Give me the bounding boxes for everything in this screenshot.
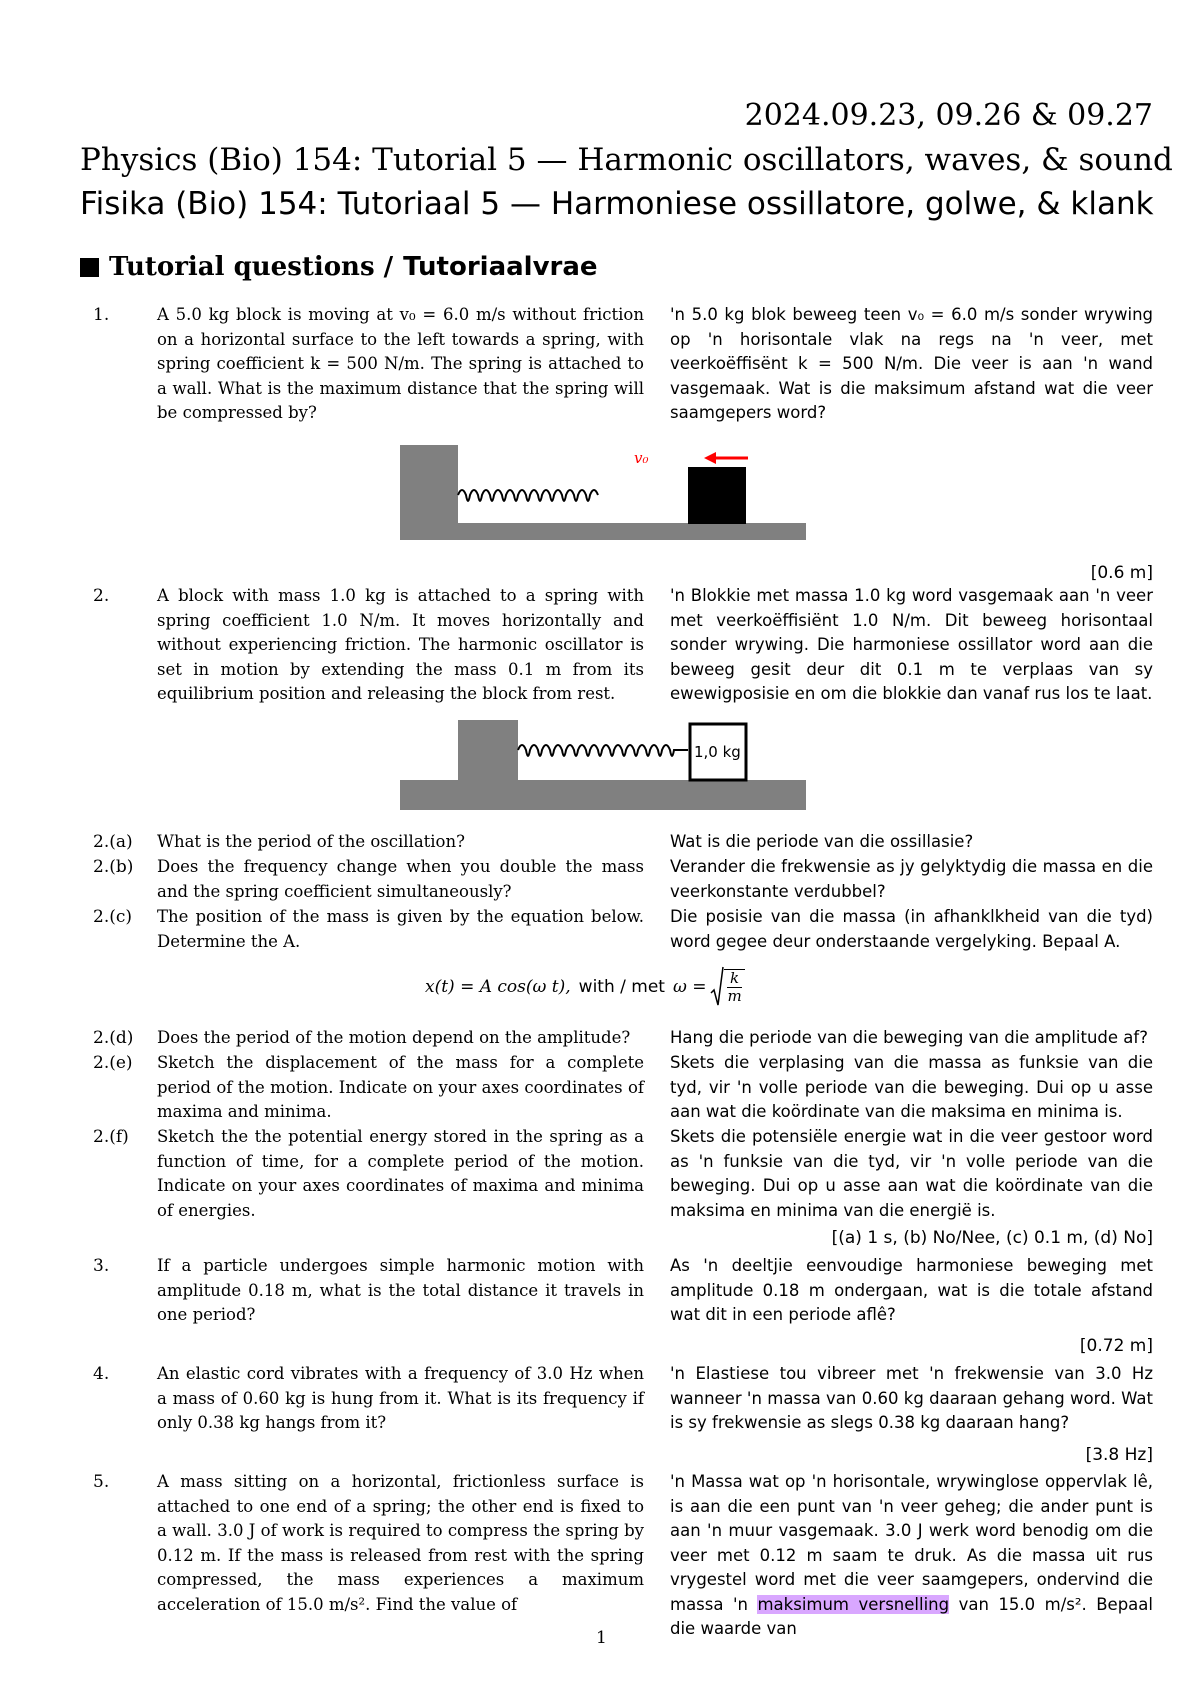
block [688, 467, 746, 524]
question-3-afrikaans: As 'n deeltjie eenvoudige harmoniese beweging met amplitude 0.18 m ondergaan, wat is die totale afstand wat dit in een periode aflê? [670, 1256, 1153, 1324]
part-d-english: Does the period of the motion depend on the amplitude? [157, 1028, 631, 1047]
answer-q1: [0.6 m] [1090, 563, 1153, 583]
question-5-english: A mass sitting on a horizontal, frictionless surface is attached to one end of a spring; the other end is fixed to a wall. 3.0 J of work is required to compress the spring by 0.12 m. If the mass is released from rest with the spring compressed, the mass experiences a maximum acceleration of 15.0 m/s². Find the value of [157, 1472, 644, 1614]
question-1-afrikaans: 'n 5.0 kg blok beweeg teen v₀ = 6.0 m/s sonder wrywing op 'n horisontale vlak na regs na 'n veer, met veerkoëffisënt k = 500 N/m. Die veer is aan 'n wand vasgemaak. Wat is die maksimum afstand wat die veer saamgepers word? [670, 305, 1153, 422]
part-number: 2.(c) [93, 907, 133, 927]
spring [518, 745, 688, 756]
part-number: 2.(d) [93, 1028, 134, 1048]
square-root [710, 965, 744, 1009]
section-square-icon [80, 258, 99, 277]
document-date: 2024.09.23, 09.26 & 09.27 [744, 98, 1153, 133]
ground [400, 780, 806, 810]
v0-label: v₀ [634, 449, 649, 467]
spring-block-diagram-2 [400, 720, 810, 812]
part-a-afrikaans: Wat is die periode van die ossillasie? [670, 832, 974, 851]
arrow-head-icon [704, 452, 716, 464]
part-d-afrikaans: Hang die periode van die beweging van die amplitude af? [670, 1028, 1148, 1047]
question-2-afrikaans: 'n Blokkie met massa 1.0 kg word vasgemaak aan 'n veer met veerkoëffisiënt 1.0 N/m. Dit beweeg horisontaal sonder wrywing. Die harmoniese ossillator word aan die beweeg gesit deur dit 0.1 m te verplaas van sy ewewigposisie en om die blokkie dan vanaf rus los te laat. [670, 586, 1153, 703]
section-heading [80, 252, 598, 282]
question-number: 1. [93, 305, 110, 325]
page-number: 1 [596, 1628, 607, 1648]
title-afrikaans: Fisika (Bio) 154: Tutoriaal 5 — Harmoniese ossillatore, golwe, & klank [80, 186, 1154, 222]
numerator-k: k [730, 969, 740, 987]
part-a-english: What is the period of the oscillation? [157, 832, 465, 851]
answer-q3: [0.72 m] [1079, 1336, 1153, 1356]
answer-q2: [(a) 1 s, (b) No/Nee, (c) 0.1 m, (d) No] [831, 1228, 1153, 1248]
title-english: Physics (Bio) 154: Tutorial 5 — Harmonic oscillators, waves, & sound [80, 142, 1173, 178]
question-number: 3. [93, 1256, 110, 1276]
part-f-english: Sketch the the potential energy stored in the spring as a function of time, for a complete period of the motion. Indicate on your axes coordinates of maxima and minima of energies. [157, 1127, 644, 1220]
part-number: 2.(a) [93, 832, 133, 852]
section-heading-english: Tutorial questions / [109, 252, 394, 282]
fraction [724, 969, 744, 1005]
radical-sign-icon [710, 965, 724, 1009]
part-c-english: The position of the mass is given by the equation below. Determine the A. [157, 907, 644, 951]
equation-with-met: with / met [578, 977, 665, 997]
denominator-m: m [727, 987, 742, 1005]
q5-af-text-end: van 15.0 m/s². Bepaal die waarde van [670, 1594, 1153, 1638]
part-e-afrikaans: Skets die verplasing van die massa as funksie van die tyd, vir 'n volle periode van die beweging. Dui op u asse aan wat die koördinate van die maksima en minima is. [670, 1053, 1153, 1121]
question-number: 4. [93, 1364, 110, 1384]
question-2-english: A block with mass 1.0 kg is attached to a spring with spring coefficient 1.0 N/m. It moves horizontally and without experiencing friction. The harmonic oscillator is set in motion by extending the mass 0.1 m from its equilibrium position and releasing the block from rest. [157, 586, 644, 703]
part-e-english: Sketch the displacement of the mass for a complete period of the motion. Indicate on your axes coordinates of maxima and minima. [157, 1053, 644, 1121]
section-heading-afrikaans: Tutoriaalvrae [403, 252, 598, 282]
part-c-afrikaans: Die posisie van die massa (in afhanklkheid van die tyd) word gegee deur onderstaande vergelyking. Bepaal A. [670, 907, 1153, 951]
ground [400, 523, 806, 540]
equation-omega: ω = [672, 977, 707, 997]
part-b-english: Does the frequency change when you double the mass and the spring coefficient simultaneously? [157, 857, 644, 901]
highlighted-text[interactable]: maksimum versnelling [757, 1594, 950, 1614]
question-4-english: An elastic cord vibrates with a frequency of 3.0 Hz when a mass of 0.60 kg is hung from it. What is its frequency if only 0.38 kg hangs from it? [157, 1364, 644, 1432]
question-5-afrikaans [670, 1470, 1153, 1642]
part-b-afrikaans: Verander die frekwensie as jy gelyktydig die massa en die veerkonstante verdubbel? [670, 857, 1153, 901]
question-number: 5. [93, 1472, 110, 1492]
equation-position: x(t) = A cos(ω t), [425, 977, 571, 997]
spring [458, 490, 598, 501]
block-mass-label: 1,0 kg [694, 743, 741, 761]
part-number: 2.(b) [93, 857, 134, 877]
question-number: 2. [93, 586, 110, 606]
part-number: 2.(f) [93, 1127, 129, 1147]
part-number: 2.(e) [93, 1053, 133, 1073]
q5-af-text-start: 'n Massa wat op 'n horisontale, wrywinglose oppervlak lê, is aan die een punt van 'n veer geheg; die ander punt is aan 'n muur vasgemaak. 3.0 J werk word benodig om die veer met 0.12 m saam te druk. As die massa uit rus vrygestel word met die veer saamgepers, ondervind die massa 'n [670, 1472, 1153, 1614]
question-4-afrikaans: 'n Elastiese tou vibreer met 'n frekwensie van 3.0 Hz wanneer 'n massa van 0.60 kg daaraan gehang word. Wat is sy frekwensie as slegs 0.38 kg daaraan hang? [670, 1364, 1153, 1432]
part-f-afrikaans: Skets die potensiële energie wat in die veer gestoor word as 'n funksie van die tyd, vir 'n volle periode van die beweging. Dui op u asse aan wat die koördinate van die maksima en minima van die energië is. [670, 1127, 1153, 1220]
spring-block-diagram-1 [400, 445, 810, 545]
question-1-english: A 5.0 kg block is moving at v₀ = 6.0 m/s without friction on a horizontal surface to the left towards a spring, with spring coefficient k = 500 N/m. The spring is attached to a wall. What is the maximum distance that the spring will be compressed by? [157, 305, 644, 422]
equation [425, 965, 745, 1009]
question-3-english: If a particle undergoes simple harmonic motion with amplitude 0.18 m, what is the total distance it travels in one period? [157, 1256, 644, 1324]
answer-q4: [3.8 Hz] [1085, 1445, 1153, 1465]
